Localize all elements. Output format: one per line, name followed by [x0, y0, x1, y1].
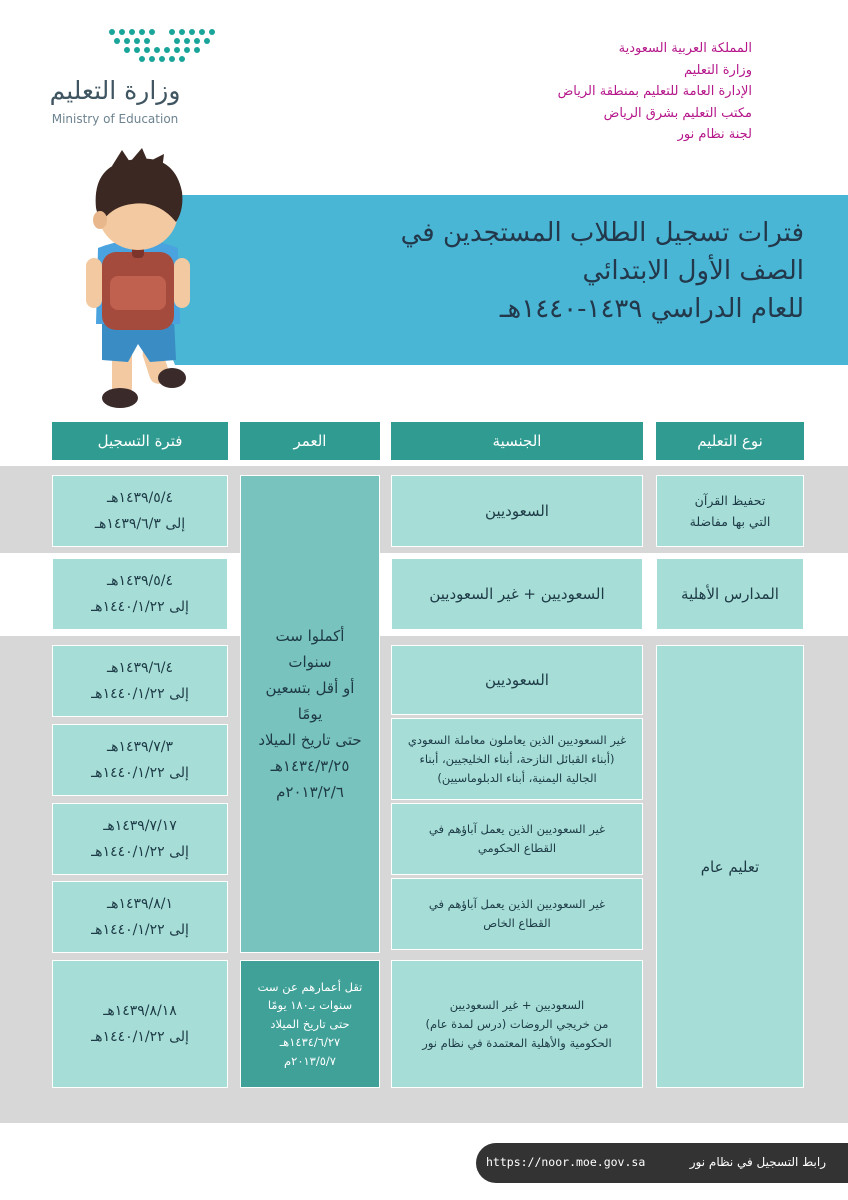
period-row-2	[52, 558, 228, 630]
moe-logo	[40, 28, 190, 138]
logo-english-name: Ministry of Education	[51, 112, 179, 126]
header-age: العمر	[240, 422, 380, 460]
header-line-office: مكتب التعليم بشرق الرياض	[603, 105, 752, 121]
age-kindergarten-graduates: تقل أعمارهم عن ست سنوات بـ١٨٠ يومًا حتى تاريخ الميلاد ١٤٣٤/٦/٢٧هـ ٢٠١٣/٥/٧م	[240, 960, 380, 1088]
schoolboy-illustration-icon	[72, 148, 204, 418]
noor-registration-link[interactable]: https://noor.moe.gov.sa	[486, 1155, 646, 1169]
period-start: ١٤٣٩/٨/١٨هـ	[103, 1003, 177, 1019]
period-end: إلى ١٤٣٩/٦/٣هـ	[94, 516, 186, 532]
period-row-4	[52, 724, 228, 796]
period-start: ١٤٣٩/٥/٤هـ	[106, 573, 174, 589]
ministry-header	[422, 38, 752, 146]
period-end: إلى ١٤٤٠/١/٢٢هـ	[91, 765, 189, 781]
registration-link-bar	[476, 1143, 848, 1183]
registration-link-label: رابط التسجيل في نظام نور	[689, 1155, 826, 1169]
period-end: إلى ١٤٤٠/١/٢٢هـ	[91, 599, 189, 615]
age-six-years: أكملوا ست سنوات أو أقل بتسعين يومًا حتى تاريخ الميلاد ١٤٣٤/٣/٢٥هـ ٢٠١٣/٢/٦م	[240, 475, 380, 953]
title-line-2: الصف الأول الابتدائي	[582, 256, 804, 286]
period-end: إلى ١٤٤٠/١/٢٢هـ	[91, 922, 189, 938]
nationality-row-3: السعوديين	[391, 645, 643, 715]
header-line-committee: لجنة نظام نور	[677, 127, 752, 142]
page-title	[284, 214, 804, 328]
period-end: إلى ١٤٤٠/١/٢٢هـ	[91, 686, 189, 702]
header-nationality: الجنسية	[391, 422, 643, 460]
nationality-row-5: غير السعوديين الذين يعمل آباؤهم في القطاع الحكومي	[391, 803, 643, 875]
period-start: ١٤٣٩/٨/١هـ	[106, 896, 174, 912]
period-row-1	[52, 475, 228, 547]
nationality-row-4: غير السعوديين الذين يعاملون معاملة السعودي (أبناء القبائل النازحة، أبناء الخليجيين، أبناء الجالية اليمنية، أبناء الدبلوماسيين)	[391, 718, 643, 800]
nationality-row-1: السعوديين	[391, 475, 643, 547]
type-general-education: تعليم عام	[656, 645, 804, 1088]
type-quran-memorization: تحفيظ القرآن التي بها مفاضلة	[656, 475, 804, 547]
period-start: ١٤٣٩/٧/١٧هـ	[103, 818, 177, 834]
period-end: إلى ١٤٤٠/١/٢٢هـ	[91, 1029, 189, 1045]
nationality-row-2: السعوديين + غير السعوديين	[391, 558, 643, 630]
period-start: ١٤٣٩/٧/٣هـ	[106, 739, 174, 755]
header-line-general-admin: الإدارة العامة للتعليم بمنطقة الرياض	[557, 84, 752, 99]
period-row-3	[52, 645, 228, 717]
nationality-row-6: غير السعوديين الذين يعمل آباؤهم في القطاع الخاص	[391, 878, 643, 950]
title-line-3: للعام الدراسي ١٤٣٩-١٤٤٠هـ	[499, 294, 804, 324]
title-line-1: فترات تسجيل الطلاب المستجدين في	[400, 218, 804, 248]
header-education-type: نوع التعليم	[656, 422, 804, 460]
nationality-row-7: السعوديين + غير السعوديين من خريجي الروضات (درس لمدة عام) الحكومية والأهلية المعتمدة في نظام نور	[391, 960, 643, 1088]
period-row-6	[52, 881, 228, 953]
period-row-7	[52, 960, 228, 1088]
header-line-ministry: وزارة التعليم	[683, 62, 752, 78]
period-start: ١٤٣٩/٦/٤هـ	[106, 660, 174, 676]
period-end: إلى ١٤٤٠/١/٢٢هـ	[91, 844, 189, 860]
header-registration-period: فترة التسجيل	[52, 422, 228, 460]
header-line-kingdom: المملكة العربية السعودية	[618, 41, 752, 56]
period-row-5	[52, 803, 228, 875]
logo-arabic-name: وزارة التعليم	[49, 76, 181, 105]
logo-dots-icon	[108, 28, 216, 68]
type-private-schools: المدارس الأهلية	[656, 558, 804, 630]
period-start: ١٤٣٩/٥/٤هـ	[106, 490, 174, 506]
